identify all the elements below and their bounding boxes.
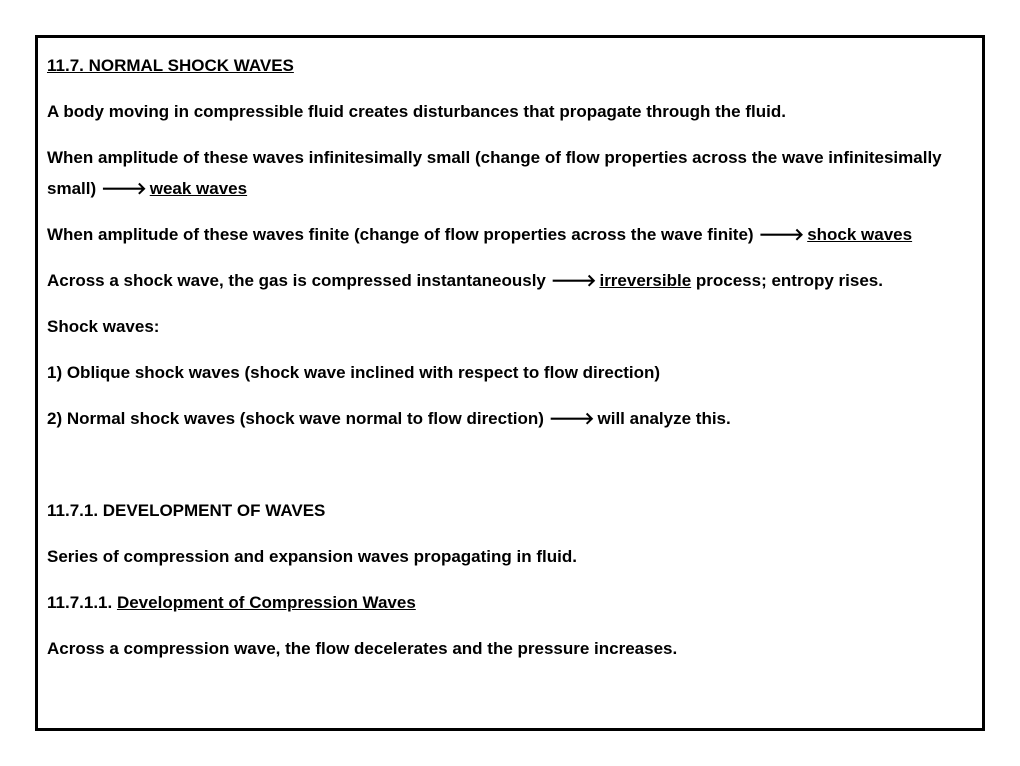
paragraph-disturbances: A body moving in compressible fluid creates disturbances that propagate through the fluid. [47, 102, 786, 121]
document-frame [35, 35, 985, 731]
paragraph-irreversible [47, 265, 975, 296]
subsection-heading: 11.7.1. DEVELOPMENT OF WAVES [47, 501, 326, 520]
paragraph-irreversible-before: Across a shock wave, the gas is compressed instantaneously [47, 271, 546, 290]
subsubsection-heading [47, 587, 975, 618]
right-arrow-icon: 🡒 [550, 271, 597, 290]
document-content [47, 50, 975, 679]
right-arrow-icon: 🡒 [101, 179, 147, 198]
paragraph-irreversible-after: process; entropy rises. [691, 271, 883, 290]
paragraph-weak-waves-text: When amplitude of these waves infinitesimally small (change of flow properties across the wave infinitesimally small) [47, 148, 942, 198]
right-arrow-icon: 🡒 [758, 225, 805, 244]
paragraph-compression: Across a compression wave, the flow decelerates and the pressure increases. [47, 639, 678, 658]
blank-line [47, 449, 975, 480]
paragraph-weak-waves [47, 142, 975, 204]
list-item-oblique: 1) Oblique shock waves (shock wave inclined with respect to flow direction) [47, 363, 661, 382]
paragraph-series: Series of compression and expansion waves propagating in fluid. [47, 547, 577, 566]
list-item-normal [47, 403, 975, 434]
list-item-normal-after: will analyze this. [597, 409, 731, 428]
list-item-normal-text: 2) Normal shock waves (shock wave normal to flow direction) [47, 409, 544, 428]
section-heading-text: 11.7. NORMAL SHOCK WAVES [47, 56, 294, 75]
paragraph-shock-waves [47, 219, 975, 250]
term-irreversible: irreversible [599, 271, 692, 290]
right-arrow-icon: 🡒 [548, 409, 595, 428]
term-shock-waves: shock waves [807, 225, 913, 244]
section-heading [47, 50, 975, 81]
paragraph-shock-waves-label: Shock waves: [47, 317, 160, 336]
paragraph-shock-waves-text: When amplitude of these waves finite (change of flow properties across the wave finite) [47, 225, 754, 244]
subsubsection-number: 11.7.1.1. [47, 593, 117, 612]
subsubsection-title: Development of Compression Waves [116, 593, 416, 612]
term-weak-waves: weak waves [149, 179, 248, 198]
